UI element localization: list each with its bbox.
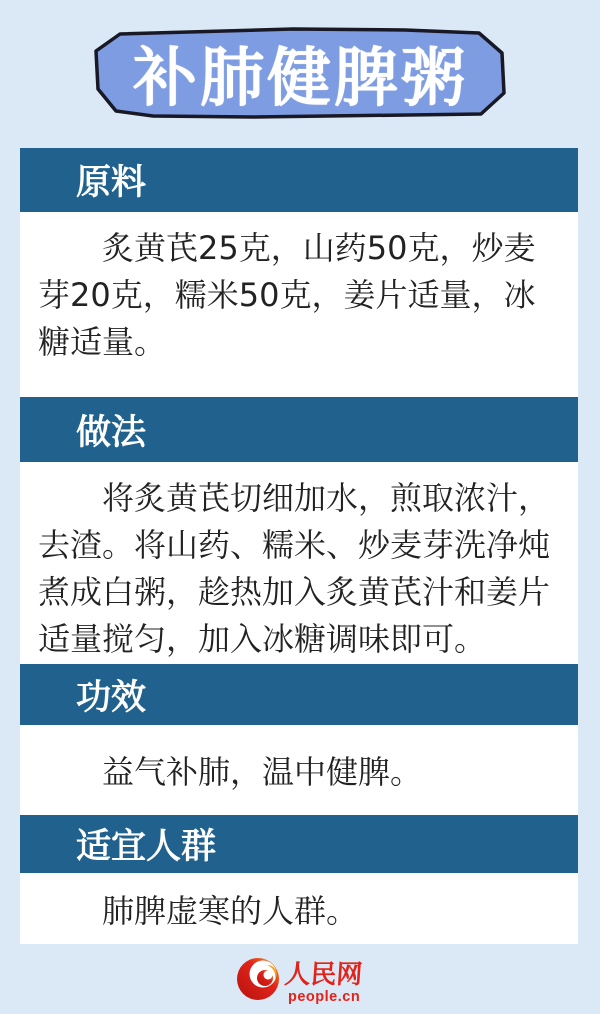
section-heading-label: 适宜人群 (76, 827, 217, 867)
recipe-card (20, 148, 578, 944)
section-heading-suitable-groups (20, 815, 578, 873)
section-body-ingredients (20, 212, 578, 397)
section-body-effects (20, 725, 578, 815)
section-body-suitable-groups (20, 873, 578, 944)
section-body-text: 将炙黄芪切细加水，煎取浓汁，去渣。将山药、糯米、炒麦芽洗净炖煮成白粥，趁热加入炙黄芪汁和姜片适量搅匀，加入冰糖调味即可。 (38, 479, 551, 658)
people-cn-logo (234, 952, 366, 1006)
logo-name-text: 人民网 (283, 960, 364, 990)
section-body-text: 炙黄芪25克，山药50克，炒麦芽20克，糯米50克，姜片适量，冰糖适量。 (38, 229, 536, 361)
title-banner (93, 26, 508, 120)
people-cn-logo-graphic (234, 952, 366, 1006)
logo-domain-text: people.cn (288, 989, 361, 1005)
section-heading-label: 原料 (76, 163, 147, 203)
section-body-method (20, 462, 578, 664)
section-body-text: 肺脾虚寒的人群。 (102, 891, 359, 930)
section-body-text: 益气补肺，温中健脾。 (102, 753, 423, 791)
section-heading-label: 功效 (76, 677, 147, 718)
section-heading-method (20, 397, 578, 462)
section-heading-label: 做法 (76, 412, 147, 453)
page-title: 补肺健脾粥 (133, 42, 468, 116)
section-heading-ingredients (20, 148, 578, 212)
section-heading-effects (20, 664, 578, 725)
swirl-icon (237, 958, 279, 1000)
